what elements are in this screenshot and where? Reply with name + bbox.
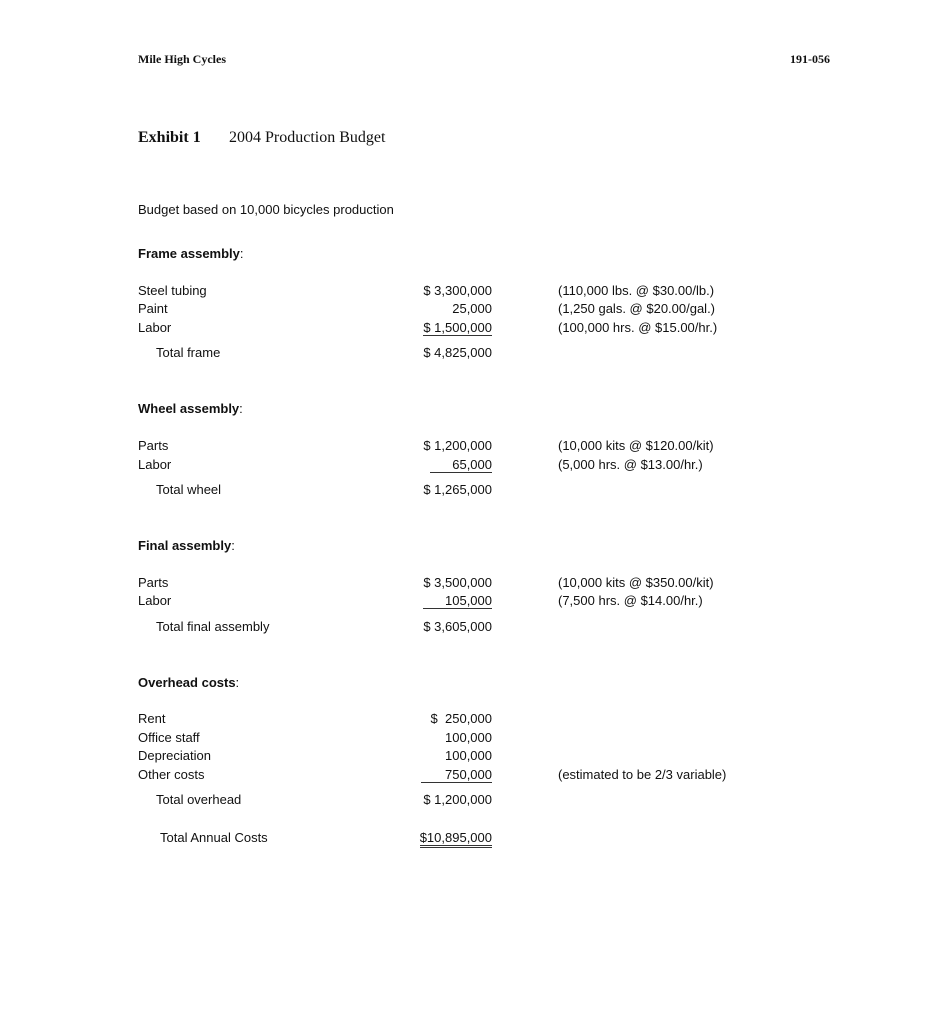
- total-row: [0, 791, 941, 810]
- row-label: Depreciation: [138, 748, 211, 763]
- total-label: Total wheel: [156, 482, 222, 497]
- row-note: (1,250 gals. @ $20.00/gal.): [558, 301, 716, 316]
- row-label: Parts: [138, 575, 169, 590]
- row-note: (estimated to be 2/3 variable): [558, 767, 727, 782]
- final-section-title: Final assembly:: [138, 538, 235, 553]
- row-note: (10,000 kits @ $120.00/kit): [558, 438, 714, 453]
- total-label: Total final assembly: [156, 619, 270, 634]
- grand-total-amount: $10,895,000: [420, 830, 492, 848]
- row-note: (100,000 hrs. @ $15.00/hr.): [558, 320, 718, 335]
- frame-section-title: Frame assembly:: [138, 246, 244, 261]
- row-label: Paint: [138, 301, 168, 316]
- row-label: Labor: [138, 320, 172, 335]
- grand-total-label: Total Annual Costs: [160, 830, 268, 845]
- row-label: Other costs: [138, 767, 205, 782]
- table-row: [0, 574, 941, 593]
- row-label: Office staff: [138, 730, 200, 745]
- row-label: Rent: [138, 711, 166, 726]
- row-note: (10,000 kits @ $350.00/kit): [558, 575, 714, 590]
- row-amount: 750,000: [421, 767, 492, 783]
- overhead-section-title-text: Overhead costs: [138, 675, 236, 690]
- row-label: Labor: [138, 457, 172, 472]
- table-row: [0, 710, 941, 729]
- row-amount: 100,000: [445, 730, 492, 745]
- grand-total-row: [0, 829, 941, 848]
- final-section-title-text: Final assembly: [138, 538, 232, 553]
- wheel-section-title-text: Wheel assembly: [138, 401, 240, 416]
- total-row: [0, 618, 941, 637]
- table-row: [0, 456, 941, 475]
- row-amount: $ 3,300,000: [423, 283, 492, 298]
- wheel-section-title: Wheel assembly:: [138, 401, 243, 416]
- company-name: Mile High Cycles: [138, 52, 226, 66]
- exhibit-label: Exhibit 1: [138, 129, 201, 146]
- table-row: [0, 319, 941, 338]
- row-amount: $ 1,500,000: [423, 320, 492, 335]
- row-amount: $ 1,200,000: [423, 438, 492, 453]
- overhead-section-title: Overhead costs:: [138, 675, 240, 690]
- row-note: (110,000 lbs. @ $30.00/lb.): [558, 283, 715, 298]
- row-amount: 105,000: [423, 593, 492, 609]
- row-label: Parts: [138, 438, 169, 453]
- budget-basis: Budget based on 10,000 bicycles production: [138, 202, 394, 217]
- row-note: (5,000 hrs. @ $13.00/hr.): [558, 457, 703, 472]
- frame-section-title-text: Frame assembly: [138, 246, 240, 261]
- row-amount: $ 3,500,000: [423, 575, 492, 590]
- table-row: [0, 300, 941, 319]
- total-amount: $ 4,825,000: [423, 345, 492, 360]
- row-label: Labor: [138, 593, 172, 608]
- row-amount: 25,000: [452, 301, 492, 316]
- row-amount: 100,000: [445, 748, 492, 763]
- table-row: [0, 766, 941, 785]
- table-row: [0, 282, 941, 301]
- table-row: [0, 729, 941, 748]
- table-row: [0, 592, 941, 611]
- total-amount: $ 1,200,000: [423, 792, 492, 807]
- exhibit-title: 2004 Production Budget: [229, 129, 386, 146]
- row-amount: $ 250,000: [430, 711, 492, 726]
- total-row: [0, 481, 941, 500]
- total-label: Total frame: [156, 345, 221, 360]
- total-label: Total overhead: [156, 792, 242, 807]
- case-number: 191-056: [790, 52, 830, 66]
- table-row: [0, 747, 941, 766]
- row-note: (7,500 hrs. @ $14.00/hr.): [558, 593, 703, 608]
- total-amount: $ 3,605,000: [423, 619, 492, 634]
- total-amount: $ 1,265,000: [423, 482, 492, 497]
- row-amount: 65,000: [430, 457, 492, 473]
- total-row: [0, 344, 941, 363]
- row-label: Steel tubing: [138, 283, 207, 298]
- table-row: [0, 437, 941, 456]
